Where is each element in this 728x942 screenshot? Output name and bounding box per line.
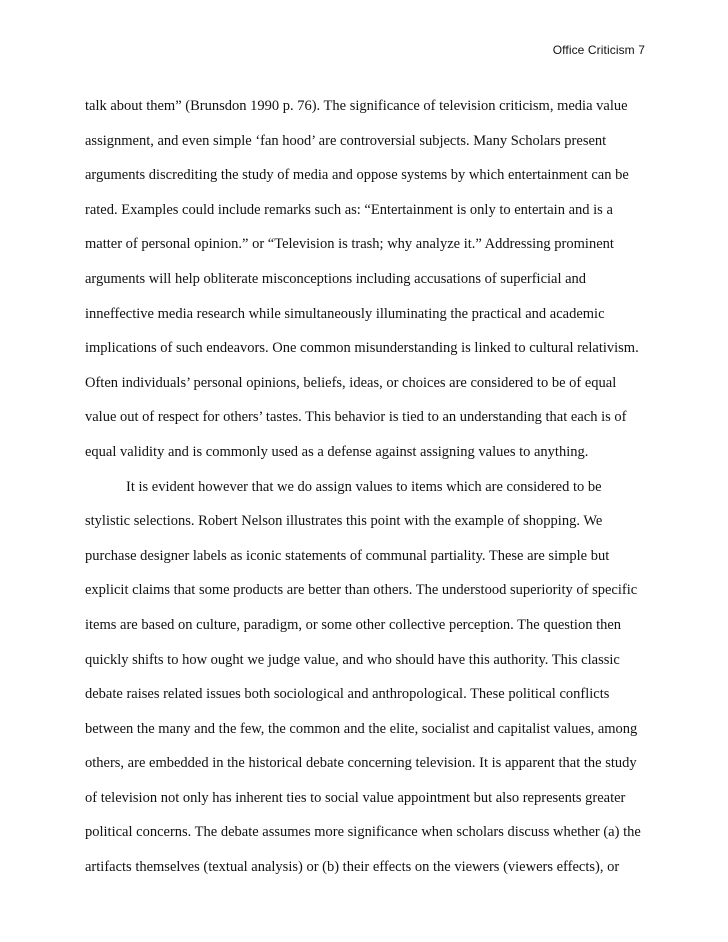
text-line: arguments will help obliterate misconceptions including accusations of superficial and [85,270,587,287]
text-line: between the many and the few, the common and the elite, socialist and capitalist values, among [85,720,638,737]
body-text [85,96,675,892]
text-line: arguments discrediting the study of media and oppose systems by which entertainment can be [85,167,629,184]
text-line: of television not only has inherent ties to social value appointment but also represents greater [85,789,626,806]
text-line: matter of personal opinion.” or “Television is trash; why analyze it.” Addressing prominent [85,236,614,253]
text-line: quickly shifts to how ought we judge value, and who should have this authority. This classic [85,651,620,668]
text-line: It is evident however that we do assign values to items which are considered to be [126,478,602,495]
text-line: implications of such endeavors. One common misunderstanding is linked to cultural relativism. [85,340,639,357]
text-line: value out of respect for others’ tastes. This behavior is tied to an understanding that each is of [85,409,627,426]
text-line: assignment, and even simple ‘fan hood’ are controversial subjects. Many Scholars present [85,132,607,149]
text-line: explicit claims that some products are better than others. The understood superiority of specific [85,582,638,599]
running-header: Office Criticism 7 [552,43,645,57]
text-line: inneffective media research while simultaneously illuminating the practical and academic [85,305,605,322]
text-line: talk about them” (Brunsdon 1990 p. 76). The significance of television criticism, media value [85,98,628,114]
text-line: rated. Examples could include remarks such as: “Entertainment is only to entertain and is a [85,201,613,218]
text-line: others, are embedded in the historical debate concerning television. It is apparent that the study [85,755,637,772]
text-line: debate raises related issues both sociological and anthropological. These political conflicts [85,686,610,703]
text-line: stylistic selections. Robert Nelson illustrates this point with the example of shopping. We [85,513,603,530]
text-line: political concerns. The debate assumes more significance when scholars discuss whether (a) the [85,824,641,841]
text-line: items are based on culture, paradigm, or some other collective perception. The question then [85,616,622,633]
text-line: purchase designer labels as iconic statements of communal partiality. These are simple but [85,547,610,564]
text-line: equal validity and is commonly used as a defense against assigning values to anything. [85,443,589,460]
paragraph-1 [85,96,675,477]
text-line: artifacts themselves (textual analysis) or (b) their effects on the viewers (viewers effects), or [85,859,620,876]
paragraph-2 [85,477,675,892]
text-line: Often individuals’ personal opinions, beliefs, ideas, or choices are considered to be of equal [85,374,617,391]
